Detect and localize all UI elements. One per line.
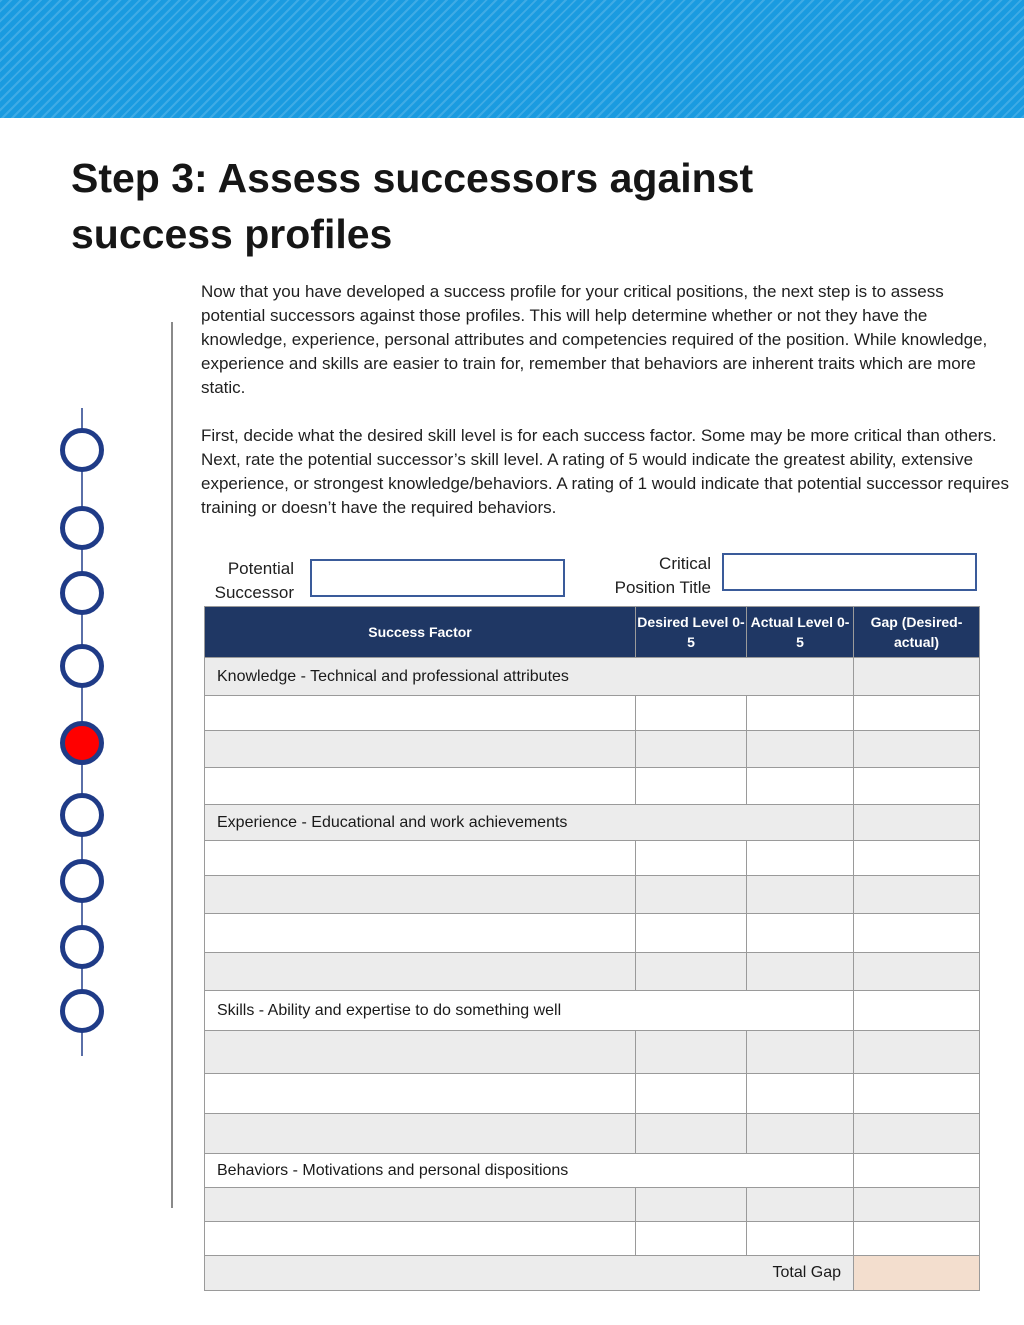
factor-cell[interactable] (205, 841, 636, 876)
progress-step-5-current (60, 721, 104, 765)
actual-cell[interactable] (747, 1114, 854, 1154)
desired-cell[interactable] (636, 768, 747, 805)
section-gap-cell[interactable] (854, 658, 980, 696)
header-banner (0, 0, 1024, 118)
divider-line (171, 322, 173, 1208)
progress-step-3 (60, 571, 104, 615)
actual-cell[interactable] (747, 768, 854, 805)
actual-cell[interactable] (747, 1074, 854, 1114)
desired-cell[interactable] (636, 731, 747, 768)
progress-step-1 (60, 428, 104, 472)
actual-cell[interactable] (747, 696, 854, 731)
gap-cell[interactable] (854, 1031, 980, 1074)
actual-cell[interactable] (747, 731, 854, 768)
desired-cell[interactable] (636, 876, 747, 914)
factor-cell[interactable] (205, 1188, 636, 1222)
gap-cell[interactable] (854, 914, 980, 953)
factor-cell[interactable] (205, 1222, 636, 1256)
instructions-paragraph: First, decide what the desired skill level is for each success factor. Some may be more critical than others. Next, rate the potential successor’s skill level. A rating of 5 would indicate the greatest ability, extensive experience, or strongest knowledge/behaviors. A rating of 1 would indicate that potential successor requires training or doesn’t have the required behaviors. (201, 426, 1009, 517)
gap-cell[interactable] (854, 1074, 980, 1114)
desired-cell[interactable] (636, 696, 747, 731)
progress-step-7 (60, 859, 104, 903)
section-gap-cell[interactable] (854, 991, 980, 1031)
desired-cell[interactable] (636, 1031, 747, 1074)
progress-step-4 (60, 644, 104, 688)
header-gap: Gap (Desired-actual) (854, 607, 980, 658)
assessment-table (204, 606, 980, 1291)
actual-cell[interactable] (747, 1031, 854, 1074)
total-gap-label: Total Gap (205, 1256, 854, 1291)
section-gap-cell[interactable] (854, 805, 980, 841)
potential-successor-label: Potential Successor (214, 559, 294, 602)
potential-successor-field[interactable] (310, 559, 565, 597)
desired-cell[interactable] (636, 1188, 747, 1222)
factor-cell[interactable] (205, 1031, 636, 1074)
progress-step-2 (60, 506, 104, 550)
section-behaviors: Behaviors - Motivations and personal dispositions (205, 1154, 854, 1188)
actual-cell[interactable] (747, 953, 854, 991)
section-knowledge: Knowledge - Technical and professional attributes (205, 658, 854, 696)
desired-cell[interactable] (636, 841, 747, 876)
factor-cell[interactable] (205, 953, 636, 991)
actual-cell[interactable] (747, 1188, 854, 1222)
factor-cell[interactable] (205, 1114, 636, 1154)
gap-cell[interactable] (854, 696, 980, 731)
section-experience: Experience - Educational and work achievements (205, 805, 854, 841)
progress-step-9 (60, 989, 104, 1033)
factor-cell[interactable] (205, 876, 636, 914)
actual-cell[interactable] (747, 914, 854, 953)
desired-cell[interactable] (636, 953, 747, 991)
factor-cell[interactable] (205, 914, 636, 953)
actual-cell[interactable] (747, 876, 854, 914)
section-skills: Skills - Ability and expertise to do something well (205, 991, 854, 1031)
factor-cell[interactable] (205, 1074, 636, 1114)
header-desired-level: Desired Level 0-5 (636, 607, 747, 658)
progress-step-8 (60, 925, 104, 969)
section-gap-cell[interactable] (854, 1154, 980, 1188)
gap-cell[interactable] (854, 841, 980, 876)
factor-cell[interactable] (205, 731, 636, 768)
critical-position-label: Critical Position Title (614, 554, 711, 597)
intro-paragraph: Now that you have developed a success profile for your critical positions, the next step is to assess potential successors against those profiles. This will help determine whether or not they have the knowledge, experience, personal attributes and competencies required of the position. While knowledge, experience and skills are easier to train for, remember that behaviors are inherent traits which are more static. (201, 282, 988, 397)
gap-cell[interactable] (854, 1222, 980, 1256)
critical-position-field[interactable] (722, 553, 977, 591)
desired-cell[interactable] (636, 914, 747, 953)
desired-cell[interactable] (636, 1222, 747, 1256)
desired-cell[interactable] (636, 1114, 747, 1154)
desired-cell[interactable] (636, 1074, 747, 1114)
gap-cell[interactable] (854, 953, 980, 991)
factor-cell[interactable] (205, 696, 636, 731)
page-title: Step 3: Assess successors against success profiles (71, 155, 754, 257)
factor-cell[interactable] (205, 768, 636, 805)
actual-cell[interactable] (747, 841, 854, 876)
total-gap-value[interactable] (854, 1256, 980, 1291)
gap-cell[interactable] (854, 768, 980, 805)
gap-cell[interactable] (854, 731, 980, 768)
header-actual-level: Actual Level 0-5 (747, 607, 854, 658)
gap-cell[interactable] (854, 1188, 980, 1222)
progress-step-6 (60, 793, 104, 837)
gap-cell[interactable] (854, 1114, 980, 1154)
header-success-factor: Success Factor (205, 607, 636, 658)
actual-cell[interactable] (747, 1222, 854, 1256)
gap-cell[interactable] (854, 876, 980, 914)
